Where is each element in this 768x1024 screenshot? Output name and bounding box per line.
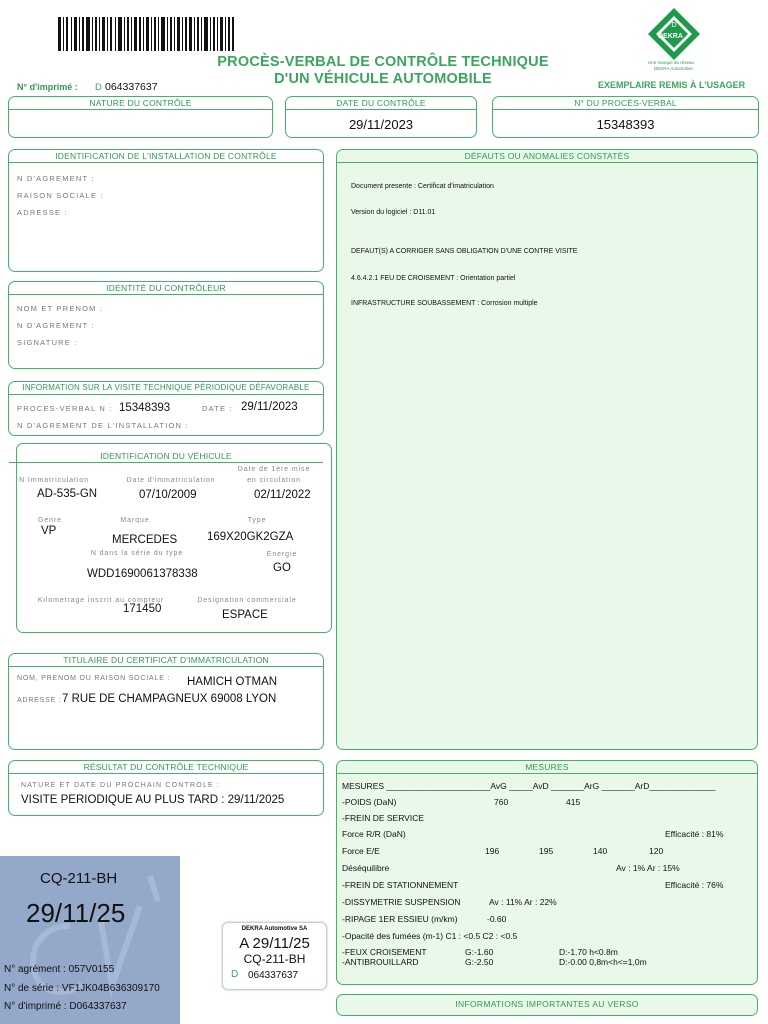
vehicule-km-value: 171450: [123, 603, 162, 615]
desequilibre-label: Déséquilibre: [342, 863, 390, 873]
imprime-label: N° d'imprimé :: [17, 82, 78, 92]
dissymetrie-label: -DISSYMETRIE SUSPENSION: [342, 897, 461, 907]
feux-croisement-d: D:-1.70 h<0.8m: [559, 947, 618, 957]
vehicule-serie-value: WDD1690061378338: [87, 568, 198, 580]
nature-controle-box: [8, 96, 273, 138]
proces-verbal-number-box: [492, 96, 759, 138]
date-controle-title: DATE DU CONTRÔLE: [286, 97, 476, 110]
vehicule-km-label: Kilometrage inscrit au compteur: [37, 597, 165, 604]
sticker-prefix: D: [231, 969, 239, 980]
exemplaire-label: EXEMPLAIRE REMIS À L'USAGER: [598, 80, 746, 90]
efficacite-service: Efficacité : 81%: [665, 829, 724, 839]
mesures-panel: [336, 760, 758, 985]
proces-verbal-number-value: 15348393: [596, 117, 655, 132]
vehicule-genre-label: Genre: [38, 517, 62, 524]
titulaire-adresse-label: ADRESSE :: [17, 697, 62, 704]
visite-pv-label: PROCES-VERBAL N :: [17, 404, 113, 413]
installation-agrement-label: N D'AGREMENT :: [17, 174, 95, 183]
defauts-title: DÉFAUTS OU ANOMALIES CONSTATÉS: [337, 150, 757, 163]
feux-croisement-g: G:-1.60: [465, 947, 494, 957]
date-controle-box: [285, 96, 477, 138]
barcode: [58, 17, 234, 51]
controleur-signature-label: SIGNATURE :: [17, 338, 78, 347]
vehicule-date-circ-label1: Date de 1ère mise: [237, 466, 311, 473]
antibrouillard-g: G:-2.50: [465, 957, 494, 967]
controleur-title: IDENTITÉ DU CONTRÔLEUR: [9, 282, 323, 295]
nature-controle-title: NATURE DU CONTRÔLE: [9, 97, 272, 110]
controleur-agrement-label: N D'AGREMENT :: [17, 321, 95, 330]
vehicule-genre-value: VP: [41, 525, 57, 537]
vehicule-immat-label: N Immatriculation: [19, 477, 89, 484]
feux-croisement-label: -FEUX CROISEMENT: [342, 947, 427, 957]
titulaire-panel: [8, 653, 324, 750]
antibrouillard-d: D:-0.00 0,8m<h<=1,0m: [559, 957, 647, 967]
force-ee-label: Force E/E: [342, 846, 380, 856]
vehicule-date-immat-label: Date d'immatriculation: [126, 477, 216, 484]
vehicule-type-value: 169X20GK2GZA: [207, 531, 294, 543]
vignette-stamp: [0, 856, 180, 1024]
controleur-panel: [8, 281, 324, 369]
installation-raison-label: RAISON SOCIALE :: [17, 191, 104, 200]
stamp-agrement: N° agrément : 057V0155: [4, 964, 115, 975]
informations-verso-box: [336, 994, 758, 1016]
frein-stationnement-label: -FREIN DE STATIONNEMENT: [342, 880, 459, 890]
efficacite-stationnement: Efficacité : 76%: [665, 880, 724, 890]
dekra-logo: [640, 6, 708, 74]
force-rr-label: Force R/R (DaN): [342, 829, 406, 839]
titulaire-nom-label: NOM, PRENOM OU RAISON SOCIALE :: [17, 675, 171, 682]
mesures-title: MESURES: [337, 761, 757, 774]
controleur-nom-label: NOM ET PRENOM :: [17, 304, 104, 313]
visite-agrement-label: N D'AGREMENT DE L'INSTALLATION :: [17, 421, 189, 430]
defaut-line: INFRASTRUCTURE SOUBASSEMENT : Corrosion multiple: [351, 300, 538, 307]
date-controle-value: 29/11/2023: [348, 117, 414, 132]
sticker-date: A 29/11/25: [239, 935, 310, 952]
vehicule-marque-label: Marque: [120, 517, 150, 524]
vehicule-designation-label: Designation commerciale: [197, 597, 297, 604]
vehicule-date-immat-value: 07/10/2009: [139, 489, 197, 501]
titulaire-title: TITULAIRE DU CERTIFICAT D'IMMATRICULATION: [9, 654, 323, 667]
resultat-value: VISITE PERIODIQUE AU PLUS TARD : 29/11/2025: [21, 794, 285, 806]
stamp-plate: CQ-211-BH: [40, 870, 118, 887]
dekra-logo-text: DEKRA: [658, 33, 683, 40]
vehicule-immat-value: AD-535-GN: [37, 488, 98, 500]
dekra-logo-sub2: DEKRA Automotive: [654, 66, 693, 71]
mesures-header: MESURES ______________________AvG _____AvD _______ArG _______ArD______________: [342, 781, 716, 791]
sticker-plate: CQ-211-BH: [243, 952, 306, 966]
imprime-prefix: D: [95, 82, 102, 93]
resultat-label: NATURE ET DATE DU PROCHAIN CONTROLE :: [21, 782, 221, 789]
stamp-imprime: N° d'imprimé : D064337637: [4, 1001, 127, 1012]
stamp-serie: N° de série : VF1JK04B636309170: [4, 983, 160, 994]
vehicule-marque-value: MERCEDES: [112, 534, 178, 546]
defauts-panel: [336, 149, 758, 750]
installation-panel: [8, 149, 324, 272]
force-ee-avg: 196: [485, 846, 500, 856]
titulaire-adresse-value: 7 RUE DE CHAMPAGNEUX 69008 LYON: [62, 693, 277, 705]
vehicule-energie-label: Energie: [266, 551, 298, 558]
resultat-title: RÉSULTAT DU CONTRÔLE TECHNIQUE: [9, 761, 323, 774]
poids-avd: 415: [566, 797, 581, 807]
resultat-panel: [8, 760, 324, 816]
defaut-line: Version du logiciel : D11.01: [351, 209, 436, 216]
proces-verbal-number-title: N° DU PROCÈS-VERBAL: [493, 97, 758, 110]
installation-title: IDENTIFICATION DE L'INSTALLATION DE CONTRÔLE: [9, 150, 323, 163]
vehicule-designation-value: ESPACE: [222, 609, 268, 621]
vehicule-date-circ-value: 02/11/2022: [254, 489, 311, 501]
visite-defavorable-title: INFORMATION SUR LA VISITE TECHNIQUE PÉRIODIQUE DÉFAVORABLE: [9, 382, 323, 395]
vehicule-date-circ-label2: en circulation: [247, 477, 301, 484]
defaut-line: Document presente : Certificat d'imatriculation: [351, 183, 494, 190]
installation-adresse-label: ADRESSE :: [17, 208, 68, 217]
dekra-logo-sub1: Une marque du réseau: [648, 60, 695, 65]
titulaire-nom-value: HAMICH OTMAN: [187, 676, 278, 688]
controle-sticker: [222, 922, 327, 990]
visite-date-label: DATE :: [202, 404, 233, 413]
ripage-label: -RIPAGE 1ER ESSIEU (m/km): [342, 914, 458, 924]
document-title-line1: PROCÈS-VERBAL DE CONTRÔLE TECHNIQUE: [217, 54, 549, 70]
sticker-number: 064337637: [248, 970, 299, 981]
vehicule-type-label: Type: [247, 517, 267, 524]
imprime-number: 064337637: [105, 81, 158, 93]
ripage-value: -0.60: [487, 914, 507, 924]
document-title-line2: D'UN VÉHICULE AUTOMOBILE: [274, 71, 492, 87]
opacite-line: -Opacité des fumées (m-1) C1 : <0.5 C2 : <0.5: [342, 931, 518, 941]
informations-verso-label: INFORMATIONS IMPORTANTES AU VERSO: [455, 999, 639, 1009]
desequilibre-values: Av : 1% Ar : 15%: [616, 863, 680, 873]
poids-label: -POIDS (DaN): [342, 797, 397, 807]
visite-defavorable-panel: [8, 381, 324, 436]
svg-text:D: D: [671, 21, 677, 29]
defaut-line: 4.6.4.2.1 FEU DE CROISEMENT : Orientation partiel: [351, 275, 516, 282]
force-ee-arg: 140: [593, 846, 608, 856]
visite-date-value: 29/11/2023: [241, 401, 298, 413]
frein-service-label: -FREIN DE SERVICE: [342, 813, 425, 823]
force-ee-avd: 195: [539, 846, 554, 856]
visite-pv-value: 15348393: [119, 402, 171, 414]
sticker-company: DEKRA Automotive SA: [241, 926, 308, 932]
poids-avg: 760: [494, 797, 509, 807]
vehicule-title: IDENTIFICATION DU VÉHICULE: [9, 450, 323, 463]
stamp-date: 29/11/25: [26, 898, 126, 928]
antibrouillard-label: -ANTIBROUILLARD: [342, 957, 419, 967]
defaut-line: DEFAUT(S) A CORRIGER SANS OBLIGATION D'UNE CONTRE VISITE: [351, 248, 578, 255]
force-ee-ard: 120: [649, 846, 664, 856]
vehicule-panel: [16, 443, 332, 633]
vehicule-energie-value: GO: [273, 562, 291, 574]
vehicule-serie-label: N dans la série du type: [90, 550, 184, 557]
dissymetrie-values: Av : 11% Ar : 22%: [489, 897, 557, 907]
